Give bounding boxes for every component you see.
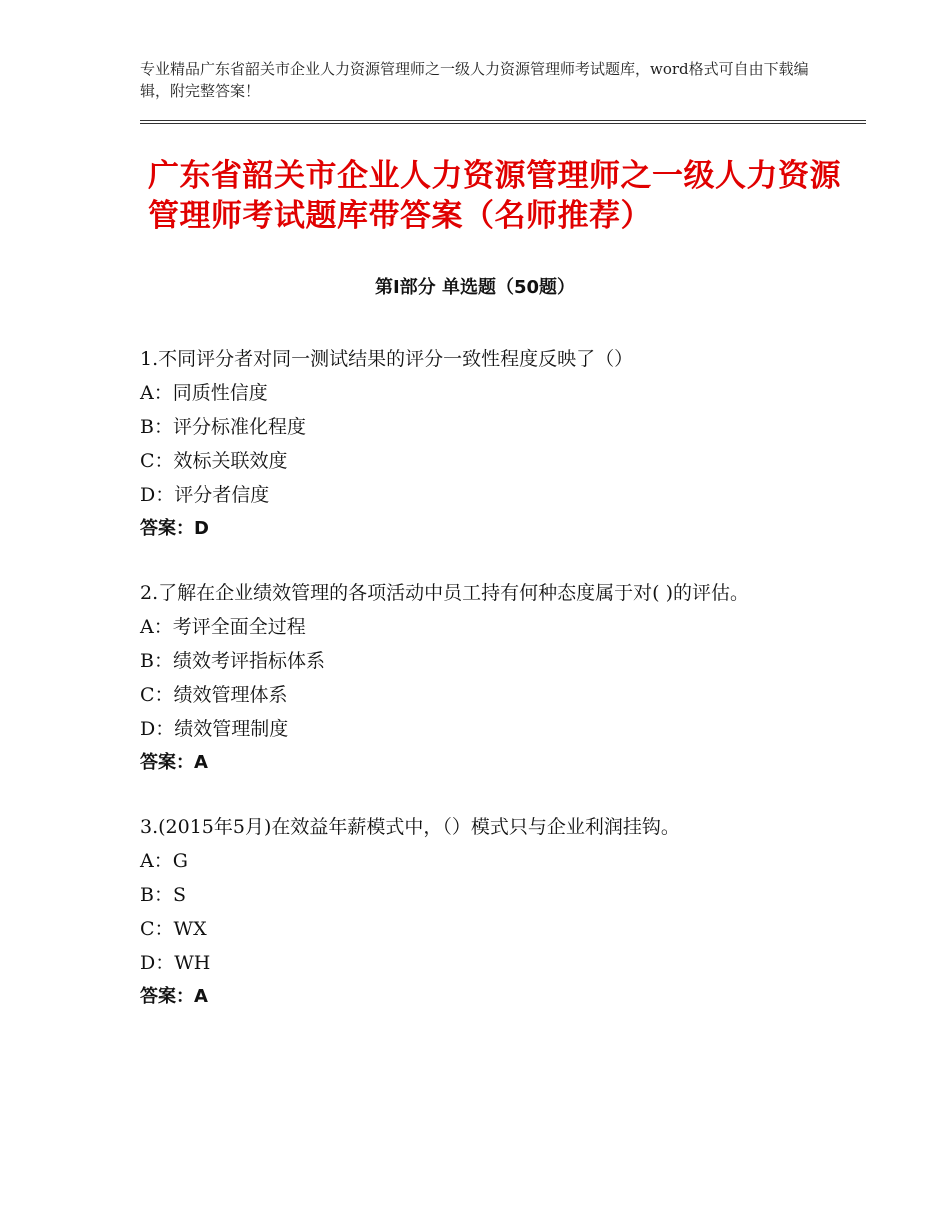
option-b: B：S xyxy=(140,884,186,906)
option-a: A：同质性信度 xyxy=(140,382,268,404)
question-stem: 2.了解在企业绩效管理的各项活动中员工持有何种态度属于对( )的评估。 xyxy=(140,582,749,604)
answer-label: 答案：D xyxy=(140,518,209,539)
header-note: 专业精品广东省韶关市企业人力资源管理师之一级人力资源管理师考试题库，word格式可自由下载编辑，附完整答案！ xyxy=(140,60,809,100)
question-list xyxy=(140,342,820,1044)
option-c: C：绩效管理体系 xyxy=(140,684,288,706)
question-stem: 1.不同评分者对同一测试结果的评分一致性程度反映了（） xyxy=(140,348,634,370)
option-a: A：G xyxy=(140,850,188,872)
option-c: C：效标关联效度 xyxy=(140,450,288,472)
question-stem: 3.(2015年5月)在效益年薪模式中，（）模式只与企业利润挂钩。 xyxy=(140,816,680,838)
option-c: C：WX xyxy=(140,918,207,940)
option-d: D：评分者信度 xyxy=(140,484,270,506)
header-divider xyxy=(140,120,866,124)
question-item xyxy=(140,342,820,546)
question-item xyxy=(140,810,820,1014)
question-item xyxy=(140,576,820,780)
option-d: D：WH xyxy=(140,952,211,974)
answer-label: 答案：A xyxy=(140,752,208,773)
section-heading: 第Ⅰ部分 单选题（50题） xyxy=(374,277,575,298)
answer-label: 答案：A xyxy=(140,986,208,1007)
option-d: D：绩效管理制度 xyxy=(140,718,289,740)
option-b: B：绩效考评指标体系 xyxy=(140,650,325,672)
document-title: 广东省韶关市企业人力资源管理师之一级人力资源管理师考试题库带答案（名师推荐） xyxy=(148,158,841,234)
option-a: A：考评全面全过程 xyxy=(140,616,306,638)
option-b: B：评分标准化程度 xyxy=(140,416,306,438)
